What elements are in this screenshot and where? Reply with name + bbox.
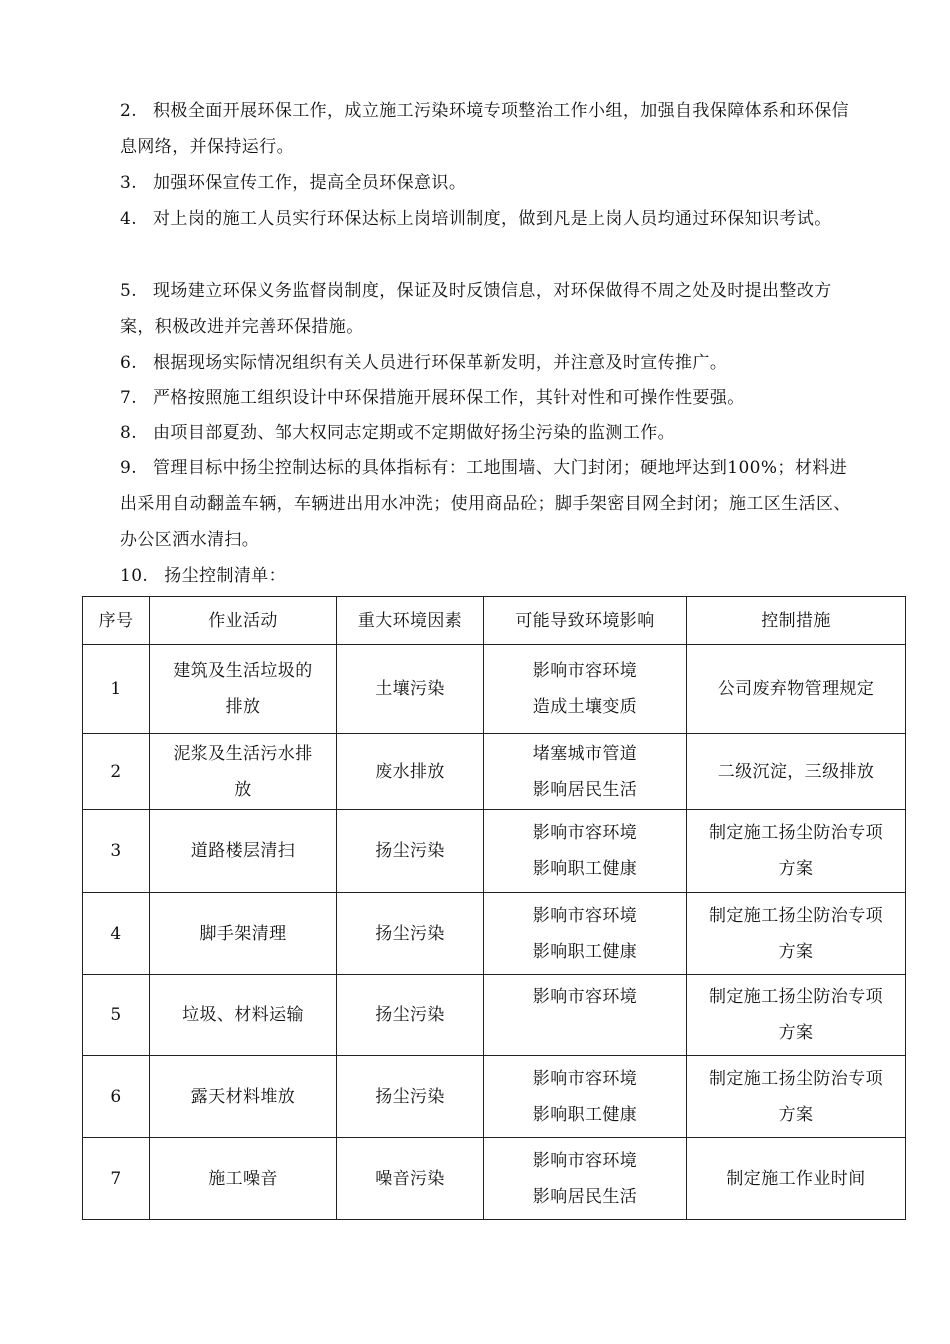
cell-line: 制定施工扬尘防治专项	[709, 1068, 883, 1089]
cell-line: 方案	[778, 1104, 814, 1125]
cell-line: 影响居民生活	[532, 1186, 638, 1207]
cell-activity	[150, 734, 337, 810]
cell-line: 方案	[778, 859, 814, 879]
item-number: 2.	[120, 101, 138, 121]
cell-activity	[150, 810, 337, 893]
dust-control-table	[82, 596, 906, 1220]
header-env-factor: 重大环境因素	[337, 597, 484, 645]
cell-env-factor: 扬尘污染	[337, 810, 484, 893]
table-row	[83, 893, 906, 975]
cell-line: 道路楼层清扫	[190, 841, 296, 861]
cell-control-measure	[687, 645, 906, 734]
cell-line: 公司废弃物管理规定	[717, 679, 875, 699]
cell-env-impact	[484, 810, 687, 893]
header-env-impact: 可能导致环境影响	[484, 597, 687, 645]
cell-line: 制定施工扬尘防治专项	[709, 987, 883, 1007]
header-activity: 作业活动	[150, 597, 337, 645]
cell-env-factor: 废水排放	[337, 734, 484, 810]
cell-control-measure	[687, 1138, 906, 1220]
cell-control-measure	[687, 810, 906, 893]
cell-line: 影响职工健康	[532, 1104, 638, 1125]
header-control-measure: 控制措施	[687, 597, 906, 645]
cell-env-factor: 噪音污染	[337, 1138, 484, 1220]
item-number: 7.	[120, 388, 138, 408]
item-number: 4.	[120, 209, 138, 229]
cell-line: 泥浆及生活污水排	[173, 743, 313, 764]
cell-env-factor: 扬尘污染	[337, 1056, 484, 1138]
item-text: 扬尘控制清单：	[164, 566, 287, 586]
cell-env-factor: 扬尘污染	[337, 893, 484, 975]
item-number: 10.	[120, 566, 149, 586]
cell-env-impact	[484, 734, 687, 810]
cell-line: 垃圾、材料运输	[182, 1005, 304, 1025]
cell-serial: 5	[83, 975, 150, 1056]
cell-line: 制定施工扬尘防治专项	[709, 905, 883, 926]
item-text: 现场建立环保义务监督岗制度，保证及时反馈信息，对环保做得不周之处及时提出整改方案，积极改进并完善环保措施。	[120, 281, 832, 337]
cell-serial: 3	[83, 810, 150, 893]
cell-line: 建筑及生活垃圾的	[173, 661, 313, 681]
paragraph-item-6	[120, 345, 860, 381]
item-text: 对上岗的施工人员实行环保达标上岗培训制度，做到凡是上岗人员均通过环保知识考试。	[153, 209, 832, 229]
cell-line: 堵塞城市管道	[532, 743, 638, 764]
item-text: 由项目部夏劲、邹大权同志定期或不定期做好扬尘污染的监测工作。	[153, 423, 676, 443]
paragraph-item-7	[120, 380, 860, 416]
cell-activity	[150, 893, 337, 975]
paragraph-item-4	[120, 201, 860, 237]
paragraph-item-9	[120, 450, 860, 558]
item-number: 6.	[120, 353, 138, 373]
cell-line: 影响市容环境	[532, 1150, 638, 1171]
item-number: 9.	[120, 458, 138, 478]
paragraph-item-3	[120, 165, 860, 201]
cell-line: 排放	[225, 697, 261, 717]
cell-serial: 4	[83, 893, 150, 975]
cell-serial: 7	[83, 1138, 150, 1220]
item-number: 3.	[120, 173, 138, 193]
cell-line: 方案	[778, 1023, 814, 1043]
cell-env-impact	[484, 1138, 687, 1220]
cell-serial: 1	[83, 645, 150, 734]
cell-control-measure	[687, 975, 906, 1056]
cell-line: 方案	[778, 941, 814, 962]
table-row	[83, 645, 906, 734]
paragraph-item-8	[120, 415, 860, 451]
cell-activity	[150, 645, 337, 734]
cell-line: 影响职工健康	[532, 941, 638, 962]
cell-line: 影响居民生活	[532, 779, 638, 800]
header-serial: 序号	[83, 597, 150, 645]
item-text: 积极全面开展环保工作，成立施工污染环境专项整治工作小组，加强自我保障体系和环保信息网络，并保持运行。	[120, 101, 850, 157]
paragraph-item-10	[120, 558, 860, 594]
cell-line: 影响市容环境	[532, 823, 638, 843]
cell-line: 影响职工健康	[532, 859, 638, 879]
table-row	[83, 810, 906, 893]
table-header-row	[83, 597, 906, 645]
cell-env-impact	[484, 1056, 687, 1138]
cell-control-measure	[687, 1056, 906, 1138]
cell-line: 造成土壤变质	[532, 697, 638, 717]
cell-line: 制定施工作业时间	[726, 1168, 866, 1189]
cell-line: 制定施工扬尘防治专项	[709, 823, 883, 843]
cell-activity	[150, 1138, 337, 1220]
cell-env-impact	[484, 645, 687, 734]
cell-line: 影响市容环境	[532, 987, 638, 1007]
cell-activity	[150, 975, 337, 1056]
cell-activity	[150, 1056, 337, 1138]
paragraph-item-5	[120, 273, 860, 345]
table-row	[83, 1056, 906, 1138]
paragraph-item-2	[120, 93, 860, 165]
cell-line: 二级沉淀，三级排放	[717, 761, 875, 782]
cell-line: 影响市容环境	[532, 661, 638, 681]
item-number: 8.	[120, 423, 138, 443]
item-text: 严格按照施工组织设计中环保措施开展环保工作，其针对性和可操作性要强。	[153, 388, 745, 408]
cell-serial: 2	[83, 734, 150, 810]
cell-line: 露天材料堆放	[190, 1086, 296, 1107]
cell-line: 放	[234, 779, 252, 800]
cell-line: 脚手架清理	[199, 923, 287, 944]
table-row	[83, 975, 906, 1056]
cell-env-factor: 扬尘污染	[337, 975, 484, 1056]
cell-env-impact	[484, 893, 687, 975]
item-number: 5.	[120, 281, 138, 301]
cell-serial: 6	[83, 1056, 150, 1138]
table-row	[83, 1138, 906, 1220]
item-text: 加强环保宣传工作，提高全员环保意识。	[153, 173, 467, 193]
cell-env-impact	[484, 975, 687, 1056]
cell-line: 施工噪音	[208, 1168, 278, 1189]
item-text: 根据现场实际情况组织有关人员进行环保革新发明，并注意及时宣传推广。	[153, 353, 728, 373]
cell-control-measure	[687, 734, 906, 810]
cell-line: 影响市容环境	[532, 1068, 638, 1089]
cell-line: 影响市容环境	[532, 905, 638, 926]
table-row	[83, 734, 906, 810]
cell-env-factor: 土壤污染	[337, 645, 484, 734]
item-text: 管理目标中扬尘控制达标的具体指标有：工地围墙、大门封闭；硬地坪达到100%；材料进出采用自动翻盖车辆，车辆进出用水冲洗；使用商品砼；脚手架密目网全封闭；施工区生活区、办公区洒水清扫。	[120, 458, 851, 550]
cell-control-measure	[687, 893, 906, 975]
